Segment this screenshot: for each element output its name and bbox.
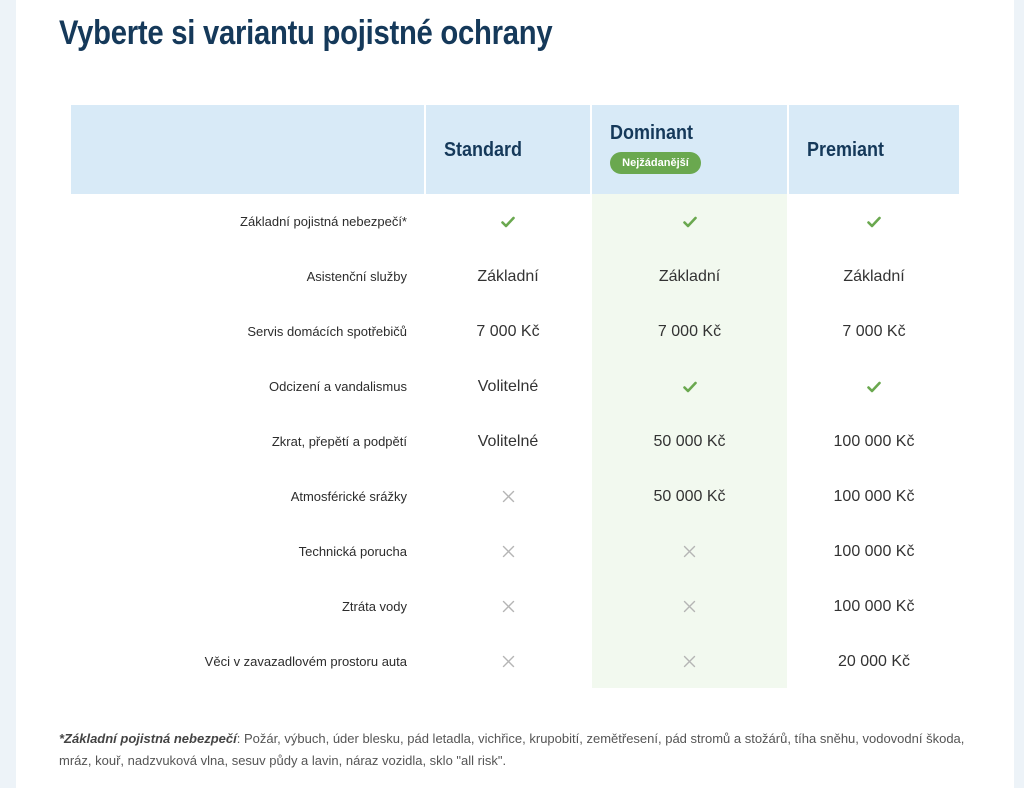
table-cell: [592, 579, 787, 634]
table-cell: 100 000 Kč: [833, 487, 915, 505]
table-cell: Základní: [658, 267, 721, 285]
table-row: [71, 634, 959, 689]
table-cell: Základní: [477, 267, 539, 285]
table-cell: 100 000 Kč: [833, 432, 915, 450]
table-row: [71, 359, 959, 414]
table-row: [71, 469, 959, 524]
page: [16, 0, 1014, 788]
table-row: [71, 579, 959, 634]
table-cell: [789, 359, 959, 414]
header-empty-cell: [71, 105, 424, 194]
table-cell: 7 000 Kč: [842, 322, 906, 340]
check-icon: [683, 216, 697, 228]
table-cell: [426, 524, 590, 579]
plan-name: Dominant: [610, 122, 693, 144]
table-row: [71, 249, 959, 304]
table-cell: [592, 524, 787, 579]
check-icon: [867, 216, 881, 228]
check-icon: [683, 381, 697, 393]
cross-icon: [502, 655, 515, 668]
table-cell: Základní: [843, 267, 905, 285]
plan-name: Premiant: [807, 139, 885, 161]
cross-icon: [683, 545, 696, 558]
table-cell: [426, 579, 590, 634]
table-cell: [592, 359, 787, 414]
table-cell: 7 000 Kč: [476, 322, 540, 340]
table-row: [71, 524, 959, 579]
row-label: Zkrat, přepětí a podpětí: [271, 434, 407, 449]
comparison-table-header: [71, 105, 959, 194]
cross-icon: [683, 655, 696, 668]
table-cell: 50 000 Kč: [653, 487, 726, 505]
table-row: [71, 304, 959, 359]
table-cell: [426, 194, 590, 249]
most-popular-badge: Nejžádanější: [610, 152, 701, 174]
row-label: Odcizení a vandalismus: [268, 379, 407, 394]
footnote-term: *Základní pojistná nebezpečí: [59, 731, 237, 746]
cross-icon: [502, 600, 515, 613]
table-cell: 20 000 Kč: [837, 652, 911, 670]
row-label: Základní pojistná nebezpečí*: [240, 214, 407, 229]
table-cell: [592, 194, 787, 249]
row-label: Atmosférické srážky: [290, 489, 407, 504]
cross-icon: [502, 545, 515, 558]
footnote: [59, 728, 979, 772]
table-cell: 100 000 Kč: [833, 597, 915, 615]
table-row: [71, 414, 959, 469]
row-label: Ztráta vody: [341, 599, 407, 614]
table-cell: 50 000 Kč: [653, 432, 726, 450]
table-cell: [789, 194, 959, 249]
table-row: [71, 194, 959, 249]
check-icon: [867, 381, 881, 393]
footnote-text: : Požár, výbuch, úder blesku, pád letadla, vichřice, krupobití, zemětřesení, pád stromů a stožárů, tíha sněhu, vodovodní škoda, mráz, kouř, nadzvuková vlna, sesuv půdy a lavin, náraz vozidla, sklo "all risk".: [59, 731, 965, 768]
header-plan-dominant: [592, 105, 787, 194]
row-label: Technická porucha: [298, 544, 407, 559]
check-icon: [501, 216, 515, 228]
table-cell: Volitelné: [477, 432, 539, 450]
row-label: Věci v zavazadlovém prostoru auta: [204, 654, 407, 669]
page-title: Vyberte si variantu pojistné ochrany: [59, 14, 553, 52]
table-cell: Volitelné: [477, 377, 539, 395]
table-cell: [426, 634, 590, 689]
table-cell: [426, 469, 590, 524]
table-cell: [592, 634, 787, 689]
cross-icon: [502, 490, 515, 503]
table-cell: 100 000 Kč: [833, 542, 915, 560]
row-label: Servis domácích spotřebičů: [247, 324, 407, 339]
header-plan-premiant: [789, 105, 959, 194]
row-label: Asistenční služby: [306, 269, 407, 284]
plan-name: Standard: [444, 139, 523, 161]
header-plan-standard: [426, 105, 590, 194]
cross-icon: [683, 600, 696, 613]
table-cell: 7 000 Kč: [657, 322, 722, 340]
